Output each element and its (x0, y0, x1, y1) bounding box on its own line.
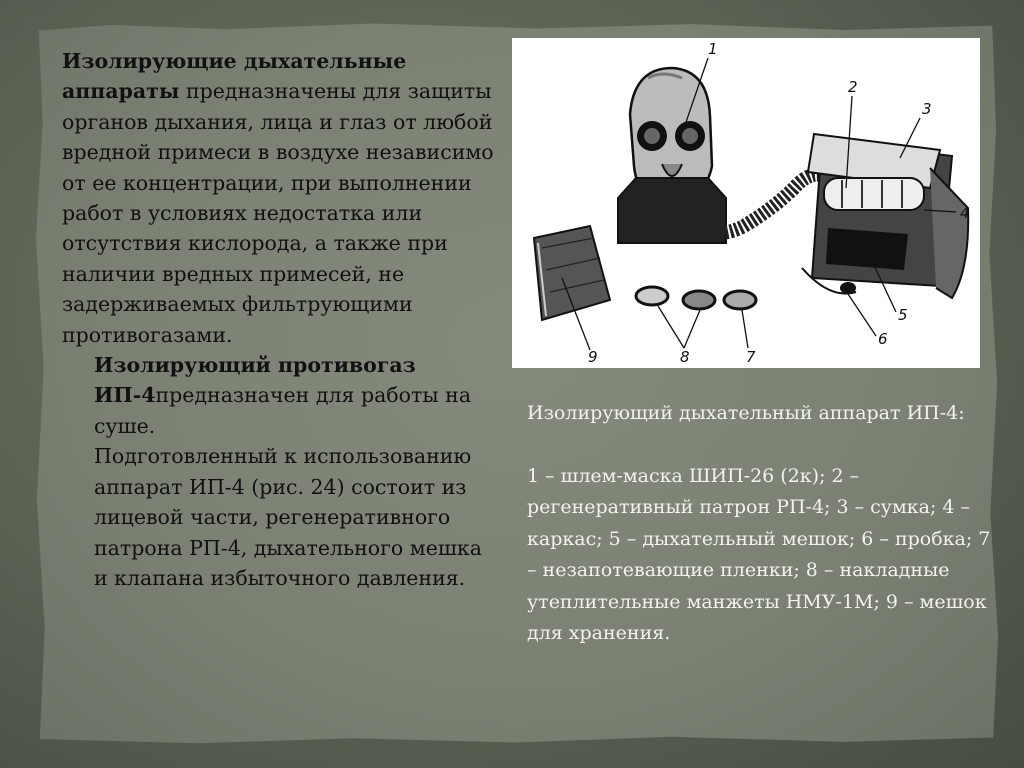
figure-label-9: 9 (588, 348, 598, 366)
description-text (62, 46, 494, 593)
figure-label-5: 5 (898, 306, 908, 324)
ip4-text: предназначен для работы на суше. (94, 383, 472, 438)
caption-legend: 1 – шлем-маска ШИП-26 (2к); 2 – регенеративный патрон РП-4; 3 – сумка; 4 – каркас; 5 – дыхательный мешок; 6 – пробка; 7 – незапотевающие пленки; 8 – накладные утеплительные манжеты НМУ-1М; 9 – мешок для хранения. (527, 464, 991, 644)
helmet-mask-drawing (618, 68, 726, 243)
figure-label-1: 1 (708, 40, 718, 58)
storage-bag-drawing (534, 226, 610, 320)
figure-label-8: 8 (680, 348, 690, 366)
apparatus-drawing (512, 38, 980, 368)
ip4-paragraph (62, 350, 494, 441)
apparatus-bag-drawing (802, 134, 968, 298)
caption-title: Изолирующий дыхательный аппарат ИП-4: (527, 402, 965, 424)
figure-label-4: 4 (960, 204, 970, 222)
figure-label-2: 2 (848, 78, 858, 96)
intro-bold-term: Изолирующие дыхательные аппараты (62, 49, 407, 104)
composition-paragraph: Подготовленный к использованию аппарат ИП-4 (рис. 24) состоит из лицевой части, регенеративного патрона РП-4, дыхательного мешка и клапана избыточного давления. (94, 444, 482, 590)
intro-paragraph (62, 46, 494, 350)
apparatus-figure (512, 38, 980, 368)
intro-text: предназначены для защиты органов дыхания, лица и глаз от любой вредной примеси в воздухе независимо от ее концентрации, при выполнении работ в условиях недостатка или отсутствия кислорода, а также при наличии вредных примесей, не задерживаемых фильтрующими противогазами. (62, 79, 494, 347)
ip4-bold-term: Изолирующий противогаз ИП-4 (94, 353, 416, 408)
figure-label-7: 7 (746, 348, 756, 366)
figure-label-3: 3 (922, 100, 932, 118)
rings-drawing (636, 287, 756, 309)
figure-caption (527, 398, 997, 650)
figure-label-6: 6 (878, 330, 888, 348)
